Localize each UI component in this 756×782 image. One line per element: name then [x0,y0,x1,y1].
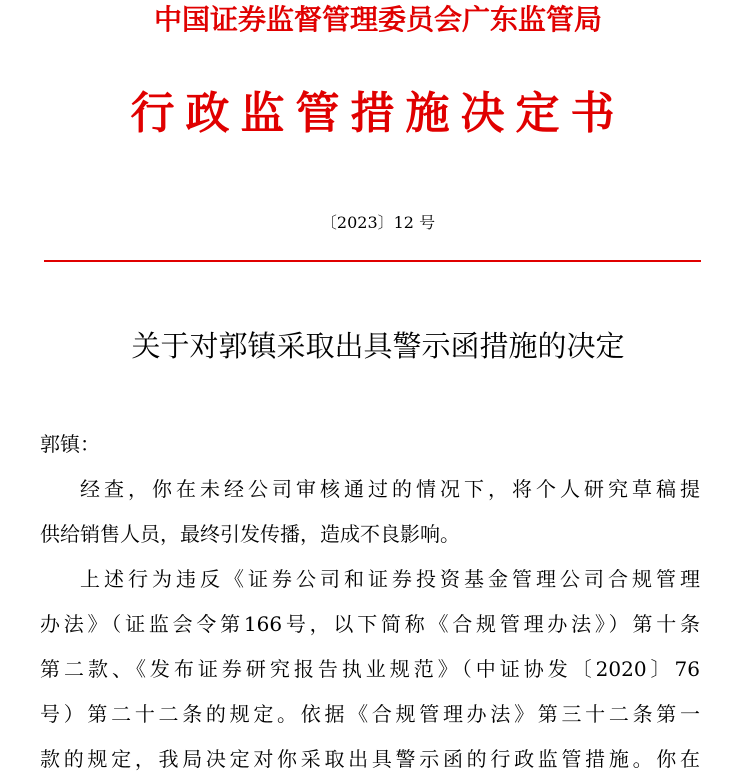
body-line: 办法》（证监会令第166号，以下简称《合规管理办法》）第十条 [40,612,700,636]
issuing-agency: 中国证券监督管理委员会广东监管局 [153,3,602,36]
body-line: 上述行为违反《证券公司和证券投资基金管理公司合规管理 [80,567,700,591]
body-line: 款的规定，我局决定对你采取出具警示函的行政监管措施。你在 [40,747,700,771]
document-number: 〔2023〕12 号 [320,213,436,232]
decision-subject: 关于对郭镇采取出具警示函措施的决定 [131,329,625,363]
body-line: 第二款、《发布证券研究报告执业规范》（中证协发〔2020〕76 [40,657,700,681]
document-body [40,422,700,782]
document-title: 行政监管措施决定书 [130,88,626,139]
body-line: 供给销售人员，最终引发传播，造成不良影响。 [40,522,460,546]
salutation: 郭镇： [40,432,100,456]
body-line: 经查，你在未经公司审核通过的情况下，将个人研究草稿提 [80,477,700,501]
body-line: 号）第二十二条的规定。依据《合规管理办法》第三十二条第一 [40,702,700,726]
red-divider-line [44,260,701,262]
